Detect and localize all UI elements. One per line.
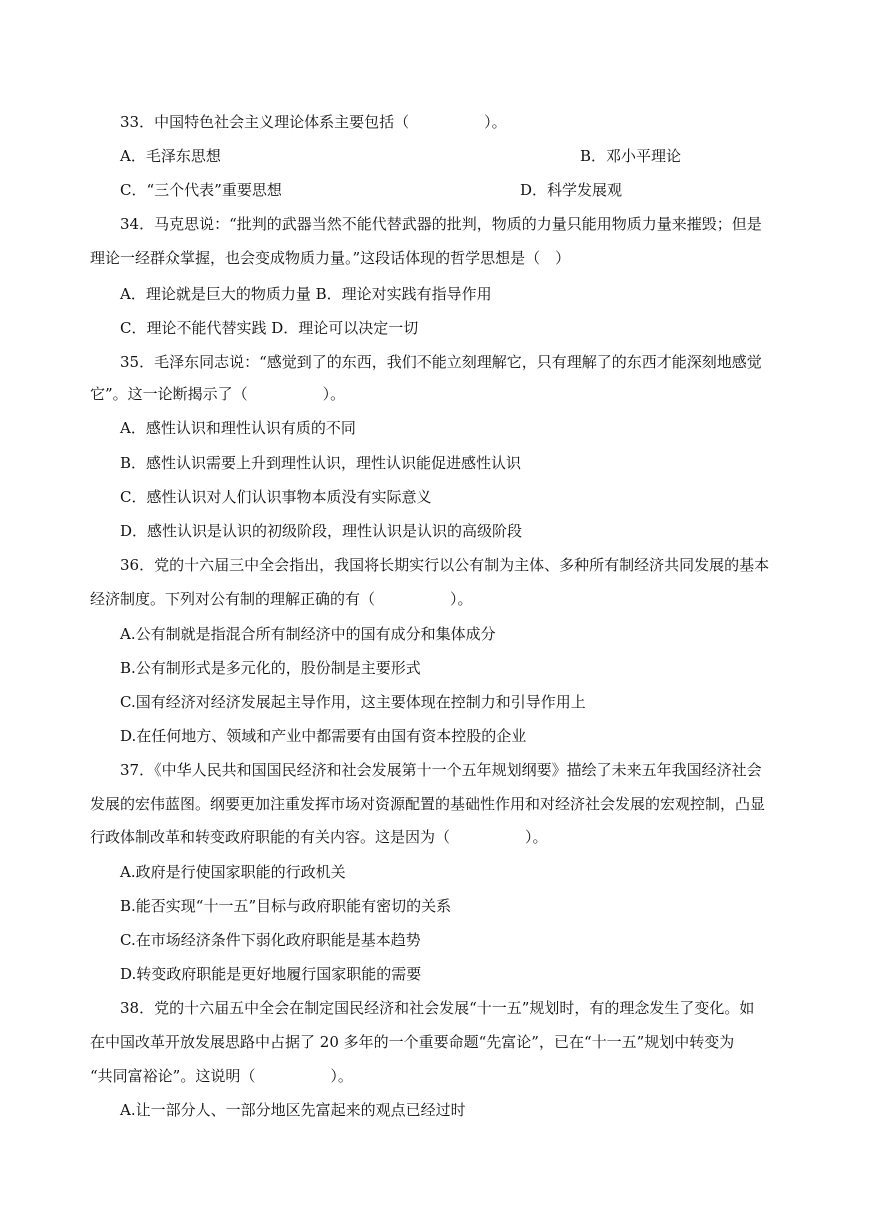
question-33-option-d: D．科学发展观 xyxy=(520,181,623,199)
question-36-option-b: B.公有制形式是多元化的，股份制是主要形式 xyxy=(120,659,421,677)
question-35-stem-continued: 它”。这一论断揭示了（ ）。 xyxy=(90,385,346,403)
question-37-stem-continued-1: 发展的宏伟蓝图。纲要更加注重发挥市场对资源配置的基础性作用和对经济社会发展的宏观控制，凸显 xyxy=(90,795,766,813)
question-37-option-d: D.转变政府职能是更好地履行国家职能的需要 xyxy=(120,965,422,983)
question-38-stem-continued-2: “共同富裕论”。这说明（ ）。 xyxy=(90,1067,353,1085)
question-34-stem-continued: 理论一经群众掌握，也会变成物质力量。”这段话体现的哲学思想是（ ） xyxy=(90,249,571,267)
question-35-option-c: C．感性认识对人们认识事物本质没有实际意义 xyxy=(120,488,432,506)
question-37-stem: 37．《中华人民共和国国民经济和社会发展第十一个五年规划纲要》描绘了未来五年我国经济社会 xyxy=(120,761,762,779)
question-36-option-d: D.在任何地方、领域和产业中都需要有由国有资本控股的企业 xyxy=(120,727,527,745)
question-34-options-ab: A．理论就是巨大的物质力量 B．理论对实践有指导作用 xyxy=(120,285,492,303)
question-37-stem-continued-2: 行政体制改革和转变政府职能的有关内容。这是因为（ ）。 xyxy=(90,828,548,846)
question-37-option-a: A.政府是行使国家职能的行政机关 xyxy=(120,863,346,881)
question-33-stem: 33．中国特色社会主义理论体系主要包括（ ）。 xyxy=(120,113,507,131)
question-36-stem: 36．党的十六届三中全会指出，我国将长期实行以公有制为主体、多种所有制经济共同发展的基本 xyxy=(120,556,770,574)
question-34-options-cd: C．理论不能代替实践 D．理论可以决定一切 xyxy=(120,319,419,337)
question-37-option-b: B.能否实现“十一五”目标与政府职能有密切的关系 xyxy=(120,897,452,915)
question-35-option-d: D．感性认识是认识的初级阶段，理性认识是认识的高级阶段 xyxy=(120,522,523,540)
question-36-stem-continued: 经济制度。下列对公有制的理解正确的有（ ）。 xyxy=(90,590,473,608)
question-35-option-a: A．感性认识和理性认识有质的不同 xyxy=(120,419,356,437)
question-38-stem-continued-1: 在中国改革开放发展思路中占据了 20 多年的一个重要命题“先富论”，已在“十一五”规划中转变为 xyxy=(90,1033,735,1051)
question-36-option-c: C.国有经济对经济发展起主导作用，这主要体现在控制力和引导作用上 xyxy=(120,693,586,711)
question-37-option-c: C.在市场经济条件下弱化政府职能是基本趋势 xyxy=(120,931,421,949)
question-33-option-c: C．“三个代表”重要思想 xyxy=(120,181,282,199)
question-35-option-b: B．感性认识需要上升到理性认识，理性认识能促进感性认识 xyxy=(120,454,522,472)
question-33-option-a: A．毛泽东思想 xyxy=(120,147,221,165)
question-38-stem: 38．党的十六届五中全会在制定国民经济和社会发展“十一五”规划时，有的理念发生了变化。如 xyxy=(120,999,755,1017)
question-38-option-a: A.让一部分人、一部分地区先富起来的观点已经过时 xyxy=(120,1101,466,1119)
question-35-stem: 35．毛泽东同志说：“感觉到了的东西，我们不能立刻理解它，只有理解了的东西才能深刻地感觉 xyxy=(120,353,762,371)
question-36-option-a: A.公有制就是指混合所有制经济中的国有成分和集体成分 xyxy=(120,625,496,643)
question-34-stem: 34．马克思说：“批判的武器当然不能代替武器的批判，物质的力量只能用物质力量来摧毁；但是 xyxy=(120,215,762,233)
question-33-option-b: B．邓小平理论 xyxy=(580,147,682,165)
